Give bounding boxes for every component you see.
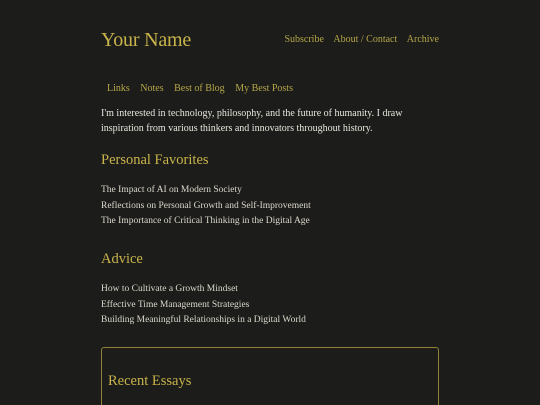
intro-text: I'm interested in technology, philosophy, and the future of humanity. I draw inspiration from various thinkers and innovators throughout history.: [101, 108, 403, 134]
nav-about-contact-link[interactable]: About / Contact: [333, 34, 398, 45]
subnav-notes-link[interactable]: Notes: [140, 83, 164, 94]
favorite-link[interactable]: The Impact of AI on Modern Society: [101, 185, 242, 195]
nav-subscribe-link[interactable]: Subscribe: [284, 34, 324, 45]
subnav-my-best-posts-link[interactable]: My Best Posts: [235, 83, 293, 94]
subnav-links-link[interactable]: Links: [107, 83, 130, 94]
list-item: [101, 214, 311, 230]
list-item: [101, 298, 306, 314]
list-item: [101, 313, 306, 329]
recent-essays-heading: Recent Essays: [108, 373, 192, 389]
nav-archive-link[interactable]: Archive: [406, 34, 439, 45]
personal-favorites-list: [101, 183, 311, 230]
personal-favorites-heading: Personal Favorites: [101, 152, 209, 168]
advice-link[interactable]: How to Cultivate a Growth Mindset: [101, 284, 238, 294]
advice-list: [101, 282, 306, 329]
advice-link[interactable]: Effective Time Management Strategies: [101, 299, 250, 310]
site-title[interactable]: Your Name: [101, 29, 192, 51]
favorite-link[interactable]: Reflections on Personal Growth and Self-Improvement: [101, 200, 311, 211]
sub-nav: [107, 82, 301, 96]
site-header: [101, 27, 439, 55]
list-item: [101, 183, 311, 199]
top-nav: [277, 33, 439, 47]
recent-essays-box: [101, 347, 439, 405]
advice-link[interactable]: Building Meaningful Relationships in a Digital World: [101, 315, 306, 325]
subnav-best-of-blog-link[interactable]: Best of Blog: [174, 83, 225, 94]
advice-heading: Advice: [101, 251, 143, 267]
list-item: [101, 199, 311, 215]
list-item: [101, 282, 306, 298]
favorite-link[interactable]: The Importance of Critical Thinking in the Digital Age: [101, 216, 310, 226]
